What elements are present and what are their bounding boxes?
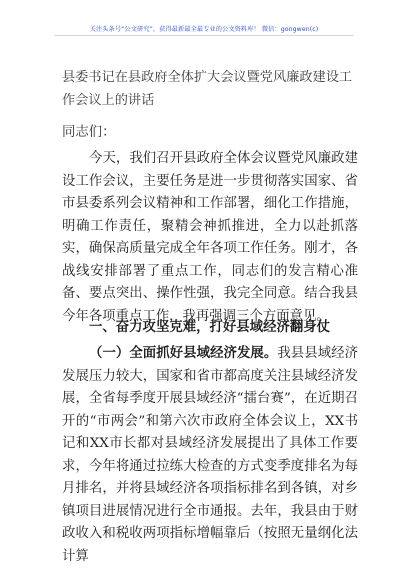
greeting: 同志们：	[62, 125, 116, 140]
promo-banner[interactable]: 关注头条号“公文研究”，获得最新最全最专业的公文资料库！ 微信：gongwen(c)	[89, 26, 319, 33]
banner-divider	[54, 35, 354, 36]
section-heading-1: 一、奋力攻坚克难，打好县域经济翻身仗	[89, 319, 331, 335]
paragraph-body: 我县县域经济发展压力较大，国家和省市都高度关注县域经济发展，全省每季度开展县域经济“擂台赛”，在近期召开的“市两会”和第六次市政府全体会议上，XX书记和XX市长都对县域经济发展提出了具体工作要求，今年将通过拉练大检查的方式变季度排名为每月排名，并将县域经济各项指标排名到各镇，对乡镇项目进展情况进行全市通报。去年，我县由于财政收入和税收两项指标增幅靠后（按照无量纲化法计算	[62, 346, 358, 564]
paragraph-county-economy	[62, 342, 358, 568]
subsection-heading: （一）全面抓好县域经济发展。	[89, 345, 278, 361]
paragraph-intro: 今天，我们召开县政府全体会议暨党风廉政建设工作会议，主要任务是进一步贯彻落实国家、省市县委系列会议精神和工作部署，细化工作措施，明确工作责任，聚精会神抓推进，全力以赴抓落实，确保高质量完成全年各项工作任务。刚才，各战线安排部署了重点工作，同志们的发言精心准备、要点突出、操作性强，我完全同意。结合我县今年各项重点工作，我再强调三个方面意见。	[62, 151, 358, 324]
document-title: 县委书记在县政府全体扩大会议暨党风廉政建设工作会议上的讲话	[62, 70, 353, 108]
